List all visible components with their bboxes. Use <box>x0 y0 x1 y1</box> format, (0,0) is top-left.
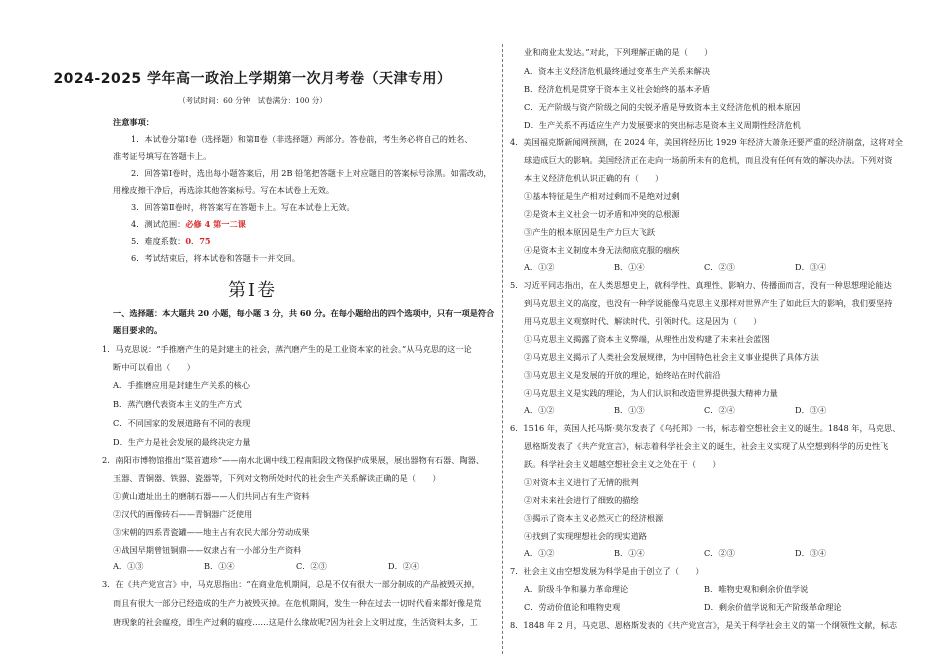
q5-statement-1: ①马克思主义揭露了资本主义弊端，从理性出发构建了未来社会蓝图 <box>524 334 770 344</box>
q5-option-d[interactable]: D．③④ <box>795 405 827 415</box>
q5-option-a[interactable]: A．①② <box>524 405 555 415</box>
note-4 <box>131 219 246 229</box>
q6-stem-cont-1: 恩格斯发表了《共产党宣言》，标志着科学社会主义的诞生，社会主义实现了从空想到科学的历史性飞 <box>524 441 889 451</box>
q6-statement-2: ②对未来社会进行了细致的描绘 <box>524 495 639 505</box>
q6-option-b[interactable]: B．①④ <box>614 548 645 558</box>
q6-option-a[interactable]: A．①② <box>524 548 555 558</box>
q4-option-a[interactable]: A．①② <box>524 262 555 272</box>
q5-statement-4: ④马克思主义是实践的理论，为人们认识和改造世界提供强大精神力量 <box>524 388 778 398</box>
test-scope: 必修 4 第一二课 <box>185 219 246 229</box>
q1-option-b[interactable]: B．蒸汽磨代表资本主义的生产方式 <box>113 399 242 409</box>
q5-option-c[interactable]: C．②④ <box>704 405 735 415</box>
q6-statement-4: ④找到了实现理想社会的现实道路 <box>524 531 647 541</box>
q4-stem: 4．美国福克斯新闻网预测，在 2024 年，美国将经历比 1929 年经济大萧条还要严重的经济崩盘，这将对全 <box>510 137 903 147</box>
q3-option-a[interactable]: A．资本主义经济危机最终通过变革生产关系来解决 <box>524 66 711 76</box>
q2-statement-3: ③宋朝的四系青瓷罐——地主占有农民大部分劳动成果 <box>113 527 310 537</box>
note-5-label: 5．难度系数： <box>131 236 186 246</box>
q6-statement-3: ③揭示了资本主义必然灭亡的经济根源 <box>524 513 664 523</box>
note-5 <box>131 236 211 246</box>
q4-statement-2: ②是资本主义社会一切矛盾和冲突的总根源 <box>524 209 680 219</box>
q2-stem-cont: 玉器、青铜器、铁器、瓷器等，下列对文物所处时代的社会生产关系解读正确的是（ ） <box>113 473 441 483</box>
q4-option-b[interactable]: B．①④ <box>614 262 645 272</box>
q2-option-a[interactable]: A．①③ <box>113 561 144 571</box>
section-instruction-cont: 题目要求的。 <box>113 325 163 335</box>
q2-option-d[interactable]: D．②④ <box>388 561 420 571</box>
exam-info: （考试时间：60 分钟 试卷满分：100 分） <box>178 96 327 105</box>
q3-stem-cont-3: 业和商业太发达。”对此，下列理解正确的是（ ） <box>524 47 713 57</box>
q4-statement-3: ③产生的根本原因是生产力巨大飞跃 <box>524 227 656 237</box>
note-2: 2．回答第Ⅰ卷时，选出每小题答案后，用 2B 铅笔把答题卡上对应题目的答案标号涂黑。如需改动， <box>131 168 492 178</box>
q1-option-c[interactable]: C．不同国家的发展道路有不同的表现 <box>113 418 251 428</box>
q7-option-b[interactable]: B．唯物史观和剩余价值学说 <box>704 584 809 594</box>
q4-statement-1: ①基本特征是生产相对过剩而不是绝对过剩 <box>524 191 680 201</box>
q2-stem: 2．南阳市博物馆推出“渠首遗珍”——南水北调中线工程南阳段文物保护成果展，展出器物有石器、陶器、 <box>102 455 485 465</box>
q6-option-d[interactable]: D．③④ <box>795 548 827 558</box>
q4-option-c[interactable]: C．②③ <box>704 262 735 272</box>
q3-option-b[interactable]: B．经济危机是贯穿于资本主义社会始终的基本矛盾 <box>524 84 711 94</box>
q6-stem: 6．1516 年，英国人托马斯·莫尔发表了《乌托邦》一书，标志着空想社会主义的诞生。1848 年，马克思、 <box>510 423 901 433</box>
q3-stem-cont-2: 唐现象的社会瘟疫，即生产过剩的瘟疫……这是什么缘故呢?因为社会上文明过度，生活资料太多，工 <box>113 617 478 627</box>
q2-statement-1: ①黄山遗址出土的磨制石器——人们共同占有生产资料 <box>113 491 310 501</box>
q7-option-d[interactable]: D．剩余价值学说和无产阶级革命理论 <box>704 602 842 612</box>
q3-stem-cont-1: 而且有很大一部分已经造成的生产力被毁灭掉。在危机期间，发生一种在过去一切时代看来都好像是荒 <box>113 598 482 608</box>
q6-stem-cont-2: 跃。科学社会主义超越空想社会主义之处在于（ ） <box>524 459 721 469</box>
note-1: 1．本试卷分第Ⅰ卷（选择题）和第Ⅱ卷（非选择题）两部分。答卷前，考生务必将自己的姓名、 <box>131 134 473 144</box>
q2-statement-4: ④战国早期曾钮铜鼎——奴隶占有一小部分生产资料 <box>113 545 302 555</box>
q1-stem: 1．马克思说：“手推磨产生的是封建主的社会，蒸汽磨产生的是工业资本家的社会。”从马克思的这一论 <box>102 344 472 354</box>
note-4-label: 4．测试范围： <box>131 219 186 229</box>
q5-stem-cont-1: 到马克思主义的高度，也没有一种学说能像马克思主义那样对世界产生了如此巨大的影响，我们要坚持 <box>524 298 893 308</box>
page-title: 2024-2025 学年高一政治上学期第一次月考卷（天津专用） <box>53 71 452 87</box>
q7-stem: 7．社会主义由空想发展为科学是由于创立了（ ） <box>510 566 704 576</box>
q5-stem: 5．习近平同志指出，在人类思想史上，就科学性、真理性、影响力、传播面而言，没有一种思想理论能达 <box>510 280 892 290</box>
section-instruction: 一、选择题：本大题共 20 小题，每小题 3 分，共 60 分。在每小题给出的四个选项中，只有一项是符合 <box>113 308 495 318</box>
q3-option-d[interactable]: D．生产关系不再适应生产力发展要求的突出标志是资本主义周期性经济危机 <box>524 120 801 130</box>
q2-statement-2: ②汉代的画像砖石——青铜器广泛使用 <box>113 509 253 519</box>
notes-heading: 注意事项： <box>113 117 154 127</box>
q6-statement-1: ①对资本主义进行了无情的批判 <box>524 477 639 487</box>
right-column <box>505 0 950 672</box>
q7-option-a[interactable]: A．阶级斗争和暴力革命理论 <box>524 584 629 594</box>
q1-option-d[interactable]: D．生产力是社会发展的最终决定力量 <box>113 437 251 447</box>
note-1-cont: 准考证号填写在答题卡上。 <box>113 151 212 161</box>
q1-stem-cont: 断中可以看出（ ） <box>113 362 195 372</box>
q5-stem-cont-2: 用马克思主义观察时代、解读时代、引领时代。这是因为（ ） <box>524 316 762 326</box>
q5-statement-3: ③马克思主义是发展的开放的理论，始终站在时代前沿 <box>524 370 721 380</box>
q8-stem: 8．1848 年 2 月，马克思、恩格斯发表的《共产党宣言》，是关于科学社会主义的第一个纲领性文献，标志 <box>510 620 898 630</box>
note-2-cont: 用橡皮擦干净后，再选涂其他答案标号。写在本试卷上无效。 <box>113 185 335 195</box>
q2-option-b[interactable]: B．①④ <box>204 561 235 571</box>
q3-option-c[interactable]: C．无产阶级与资产阶级之间的尖锐矛盾是导致资本主义经济危机的根本原因 <box>524 102 801 112</box>
q5-option-b[interactable]: B．①③ <box>614 405 645 415</box>
q4-option-d[interactable]: D．③④ <box>795 262 827 272</box>
q5-statement-2: ②马克思主义揭示了人类社会发展规律，为中国特色社会主义事业提供了具体方法 <box>524 352 819 362</box>
q4-stem-cont-1: 球造成巨大的影响。美国经济正在走向一场前所未有的危机，而且没有任何有效的解决办法。下列对资 <box>524 155 893 165</box>
q6-option-c[interactable]: C．②③ <box>704 548 735 558</box>
q1-option-a[interactable]: A．手推磨应用是封建生产关系的核心 <box>113 380 250 390</box>
note-6: 6．考试结束后，将本试卷和答题卡一并交回。 <box>131 253 300 263</box>
q2-option-c[interactable]: C．②③ <box>296 561 327 571</box>
q4-stem-cont-2: 本主义经济危机认识正确的有（ ） <box>524 173 664 183</box>
q4-statement-4: ④是资本主义制度本身无法彻底克服的痼疾 <box>524 245 680 255</box>
difficulty-value: 0．75 <box>185 236 211 246</box>
q7-option-c[interactable]: C．劳动价值论和唯物史观 <box>524 602 621 612</box>
section-title: 第Ⅰ卷 <box>227 280 278 301</box>
note-3: 3．回答第Ⅱ卷时，将答案写在答题卡上。写在本试卷上无效。 <box>131 202 355 212</box>
q3-stem: 3．在《共产党宣言》中，马克思指出：“在商业危机期间，总是不仅有很大一部分制成的产品被毁灭掉， <box>102 579 480 589</box>
